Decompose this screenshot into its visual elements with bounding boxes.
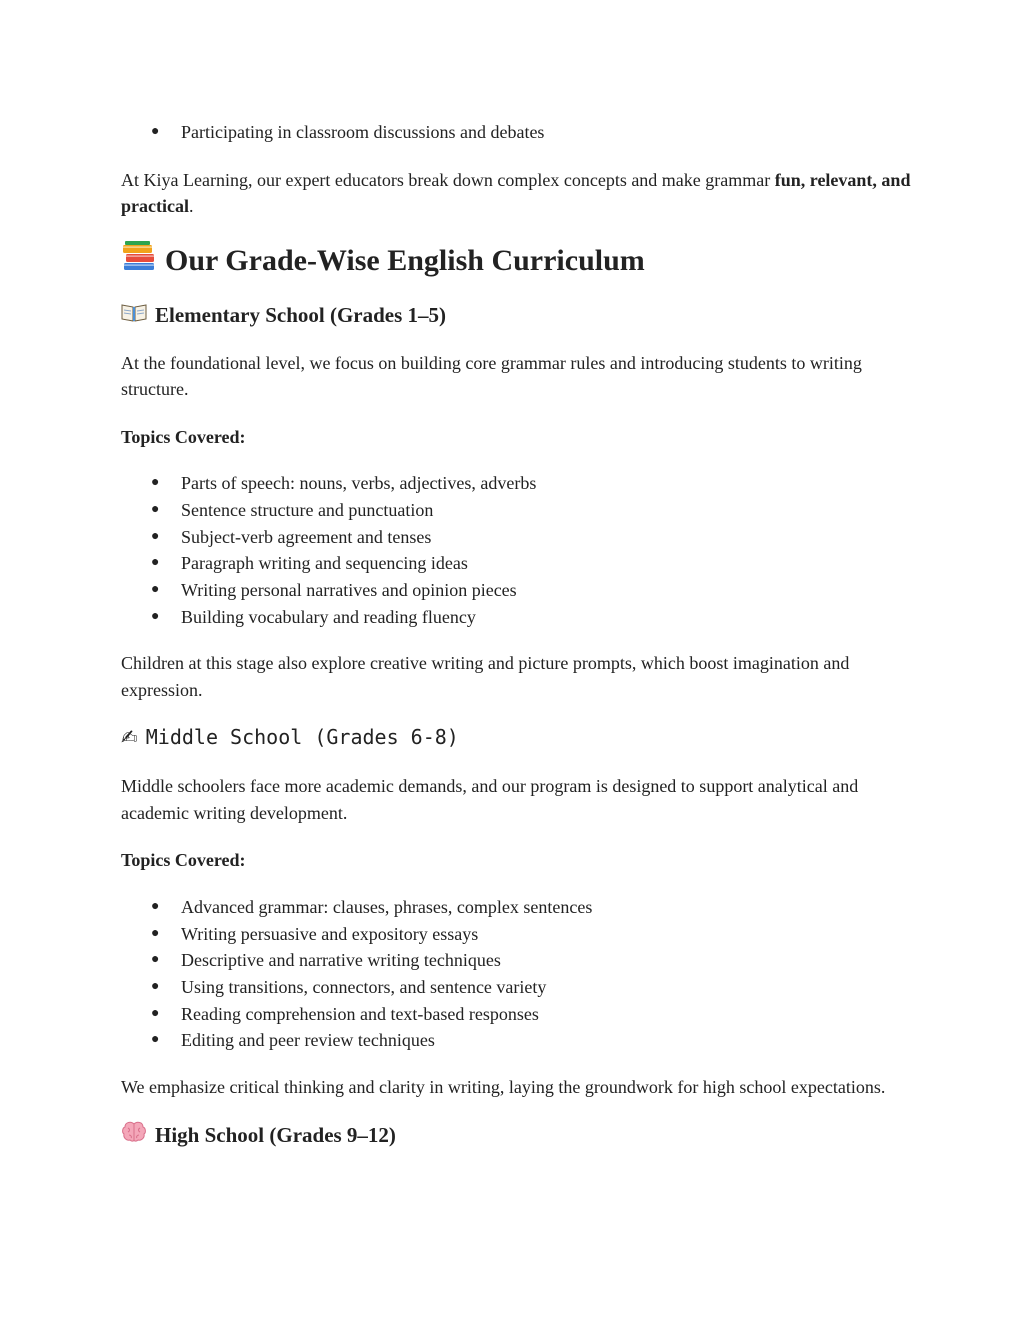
brain-icon [121, 1121, 147, 1150]
list-item [121, 974, 911, 1001]
list-item-text: Using transitions, connectors, and sentence variety [181, 977, 547, 998]
list-item [121, 470, 911, 497]
list-item [121, 550, 911, 577]
list-item [121, 604, 911, 631]
open-book-icon [121, 301, 147, 329]
bullet-icon: ● [151, 1005, 160, 1021]
books-icon [121, 240, 157, 283]
curriculum-title-text: Our Grade-Wise English Curriculum [165, 244, 645, 278]
bullet-icon: ● [151, 475, 160, 491]
intro-paragraph-bold: fun, relevant, and practical [121, 169, 911, 217]
middle-topics-list [121, 894, 911, 1054]
list-item-text: Descriptive and narrative writing techniques [181, 950, 501, 971]
bullet-icon: ● [151, 555, 160, 571]
bullet-icon: ● [151, 582, 160, 598]
list-item [121, 921, 911, 948]
document-content [121, 119, 911, 1150]
intro-bullet-list [121, 119, 911, 146]
bullet-icon: ● [151, 979, 160, 995]
list-item-text: Reading comprehension and text-based responses [181, 1003, 539, 1024]
middle-description: Middle schoolers face more academic demands, and our program is designed to support analytical and academic writing development. [121, 776, 859, 823]
intro-paragraph [121, 167, 911, 220]
list-item-text: Paragraph writing and sequencing ideas [181, 553, 468, 574]
curriculum-title [121, 240, 911, 283]
middle-heading [121, 723, 911, 751]
elementary-topics-list [121, 470, 911, 630]
list-item-text: Subject-verb agreement and tenses [181, 526, 432, 547]
list-item [121, 1001, 911, 1028]
list-item [121, 119, 911, 146]
elementary-description: At the foundational level, we focus on building core grammar rules and introducing students to writing structure. [121, 352, 862, 400]
list-item [121, 497, 911, 524]
list-item-text: Writing persuasive and expository essays [181, 923, 479, 944]
intro-paragraph-suffix: . [188, 196, 194, 217]
elementary-heading [121, 301, 911, 329]
bullet-icon: ● [151, 124, 160, 139]
elementary-topics-label: Topics Covered: [121, 426, 246, 447]
bullet-icon: ● [151, 925, 160, 941]
bullet-icon: ● [151, 898, 160, 914]
middle-topics-label: Topics Covered: [121, 850, 246, 871]
list-item-text: Sentence structure and punctuation [181, 499, 434, 520]
elementary-closing: Children at this stage also explore creative writing and picture prompts, which boost imagination and expression. [121, 653, 850, 700]
elementary-heading-text: Elementary School (Grades 1–5) [155, 302, 447, 327]
bullet-icon: ● [151, 528, 160, 544]
list-item [121, 947, 911, 974]
list-item [121, 524, 911, 551]
high-heading [121, 1121, 911, 1150]
list-item [121, 894, 911, 921]
list-item-text: Writing personal narratives and opinion pieces [181, 580, 517, 601]
list-item-text: Advanced grammar: clauses, phrases, complex sentences [181, 896, 593, 917]
list-item-text: Building vocabulary and reading fluency [181, 606, 476, 627]
list-item [121, 1027, 911, 1054]
list-item-text: Participating in classroom discussions and debates [181, 122, 545, 142]
list-item-text: Editing and peer review techniques [181, 1030, 435, 1051]
list-item [121, 577, 911, 604]
intro-paragraph-text: At Kiya Learning, our expert educators break down complex concepts and make grammar [121, 169, 775, 190]
middle-heading-text: Middle School (Grades 6-8) [145, 725, 459, 750]
bullet-icon: ● [151, 501, 160, 517]
bullet-icon: ● [151, 952, 160, 968]
middle-closing: We emphasize critical thinking and clarity in writing, laying the groundwork for high school expectations. [121, 1077, 886, 1098]
writing-hand-icon: ✍ [121, 725, 138, 750]
list-item-text: Parts of speech: nouns, verbs, adjectives, adverbs [181, 473, 537, 494]
bullet-icon: ● [151, 608, 160, 624]
bullet-icon: ● [151, 1032, 160, 1048]
high-heading-text: High School (Grades 9–12) [155, 1123, 396, 1148]
